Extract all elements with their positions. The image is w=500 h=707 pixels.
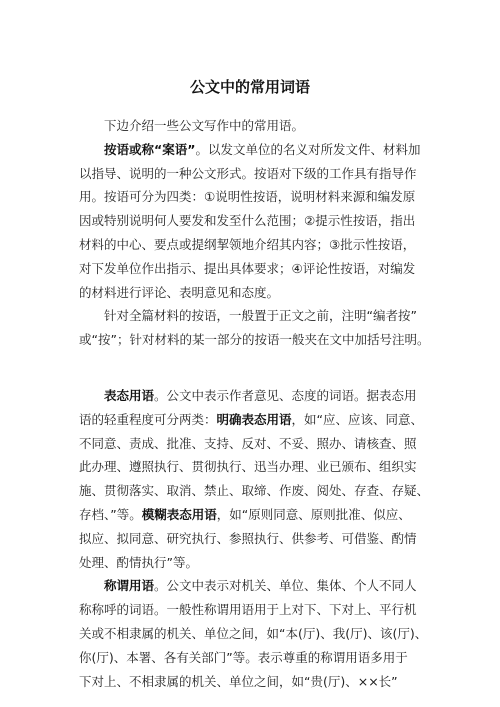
section3-line-2: 称称呼的词语。一般性称谓用语用于上对下、下对上、平行机 [79, 602, 417, 618]
intro-paragraph: 下边介绍一些公文写作中的常用语。 [104, 118, 305, 133]
section2-term: 表态用语 [104, 387, 155, 403]
section2-line-3: 不同意、责成、批准、支持、反对、不妥、照办、请核查、照 [79, 435, 417, 451]
section2-line-6-pre: 存档、”等。 [79, 506, 142, 522]
section1-line-1-text: 。以发文单位的名义对所发文件、材料加 [195, 141, 421, 157]
section1-line-2: 以指导、说明的一种公文形式。按语对下级的工作具有指导作 [79, 165, 417, 181]
section2-line-5: 施、贯彻落实、取消、禁止、取缔、作废、阅处、存查、存疑、 [79, 483, 430, 499]
section2-line-4: 此办理、遵照执行、贯彻执行、迅当办理、业已颁布、组织实 [79, 459, 417, 475]
section1-para2-line-2: 或“按”；针对材料的某一部分的按语一般夹在文中加括号注明。 [79, 332, 430, 348]
section2-line-1-text: 。公文中表示作者意见、态度的词语。据表态用 [154, 387, 417, 403]
section2-line-8: 处理、酌情执行”等。 [79, 554, 198, 570]
section1-line-1 [79, 138, 439, 162]
section3-line-1 [79, 574, 439, 598]
section1-term: 按语或称“案语” [104, 141, 196, 157]
section3-line-4: 你(厅)、本署、各有关部门”等。表示尊重的称谓用语多用于 [79, 649, 408, 665]
section2-term-clear: 明确表态用语 [216, 411, 292, 427]
section2-line-2-post: ，如“应、应该、同意、 [291, 411, 424, 427]
section1-line-7: 的材料进行评论、表明意见和态度。 [79, 284, 280, 300]
section3-term: 称谓用语 [104, 578, 155, 594]
section2-line-1 [79, 384, 439, 408]
section2-line-6 [79, 503, 439, 527]
section1-para2-line-1: 针对全篇材料的按语，一般置于正文之前，注明“编者按” [104, 308, 417, 324]
section1-line-6: 对下发单位作出指示、提出具体要求；④评论性按语，对编发 [79, 260, 416, 276]
section-gap [79, 352, 439, 384]
section2-line-6-post: ，如“原则同意、原则批准、似应、 [216, 506, 411, 522]
section3-line-3: 关或不相隶属的机关、单位之间，如“本(厅)、我(厅)、该(厅)、 [79, 625, 428, 641]
section1-line-5: 材料的中心、要点或提纲挈领地介绍其内容；③批示性按语， [79, 236, 416, 252]
section3-line-1-text: 。公文中表示对机关、单位、集体、个人不同人 [154, 578, 417, 594]
section3-line-5: 下对上、不相隶属的机关、单位之间，如“贵(厅)、××长” [79, 673, 398, 689]
section1-line-4: 因或特别说明何人要发和发至什么范围；②提示性按语，指出 [79, 213, 416, 229]
document-body [79, 114, 439, 693]
section2-line-2 [79, 408, 439, 432]
section2-line-7: 拟应、拟同意、研究执行、参照执行、供参考、可借鉴、酌情 [79, 530, 417, 546]
section2-line-2-pre: 语的轻重程度可分两类： [79, 411, 217, 427]
document-title: 公文中的常用词语 [189, 78, 310, 96]
section1-line-3: 用。按语可分为四类：①说明性按语，说明材料来源和编发原 [79, 189, 416, 205]
section2-term-vague: 模糊表态用语 [141, 506, 217, 522]
